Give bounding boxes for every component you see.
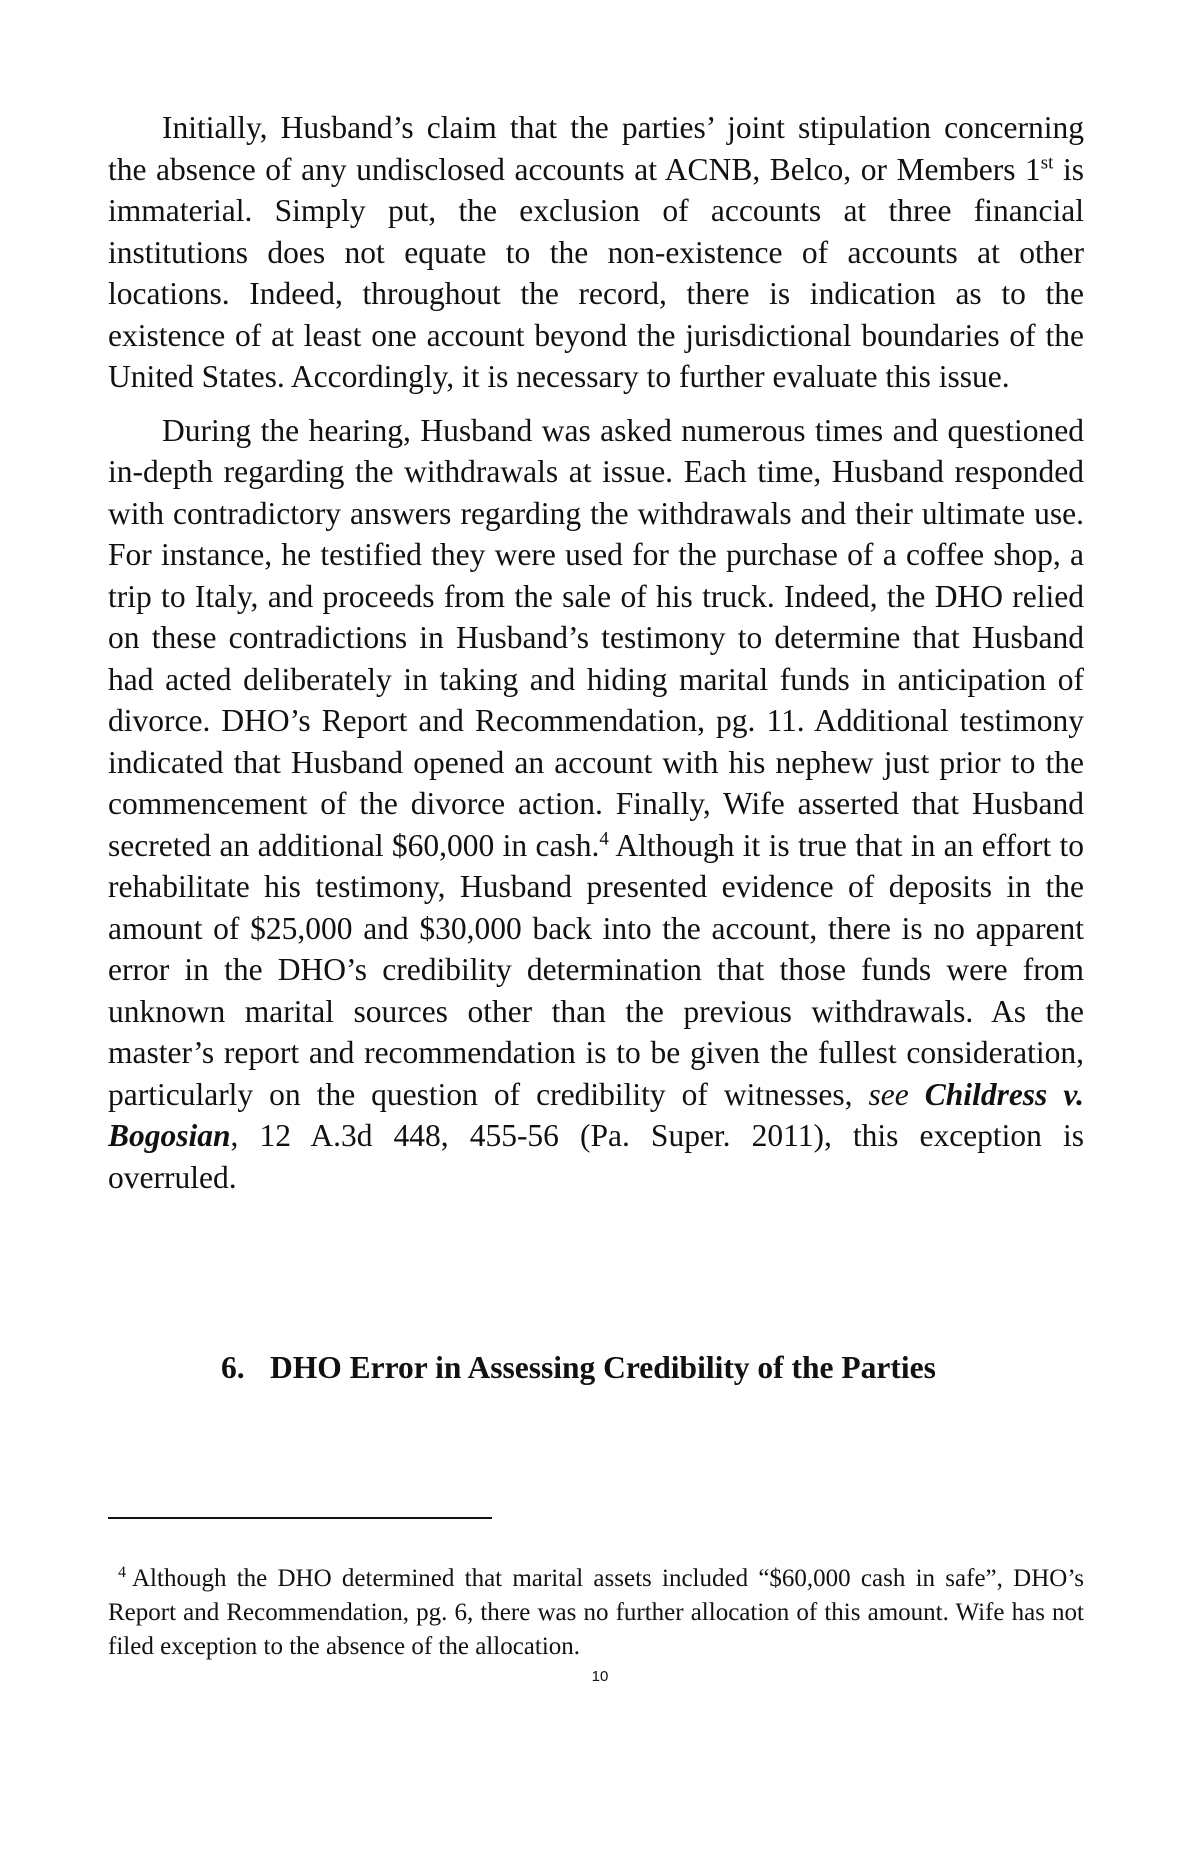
paragraph-1-text-a: Initially, Husband’s claim that the parties’ joint stipulation concerning the absence of any undisclosed accounts at ACNB, Belco, or Members 1 xyxy=(108,110,1084,187)
paragraph-2-text-c: , 12 A.3d 448, 455-56 (Pa. Super. 2011), this exception is overruled. xyxy=(108,1118,1084,1195)
footnote-reference: 4 xyxy=(599,828,609,849)
footnote-divider xyxy=(108,1517,492,1519)
section-number: 6. xyxy=(221,1350,245,1385)
citation-signal: see xyxy=(868,1076,909,1112)
case-name: Childress v. Bogosian xyxy=(108,1076,1085,1153)
paragraph-1 xyxy=(108,107,1084,398)
footnote xyxy=(108,1562,1084,1664)
body-text xyxy=(108,107,1084,1198)
paragraph-2-text-a: During the hearing, Husband was asked numerous times and questioned in-depth regarding the withdrawals at issue. Each time, Husband responded with contradictory answers regarding the withdrawals and their ultimate use. For instance, he testified they were used for the purchase of a coffee shop, a trip to Italy, and proceeds from the sale of his truck. Indeed, the DHO relied on these contradictions in Husband’s testimony to determine that Husband had acted deliberately in taking and hiding marital funds in anticipation of divorce. DHO’s Report and Recommendation, pg. 11. Additional testimony indicated that Husband opened an account with his nephew just prior to the commencement of the divorce action. Finally, Wife asserted that Husband secreted an additional $60,000 in cash. xyxy=(108,412,1084,863)
paragraph-2-text-b: Although it is true that in an effort to rehabilitate his testimony, Husband presented evidence of deposits in the amount of $25,000 and $30,000 back into the account, there is no apparent error in the DHO’s credibility determination that those funds were from unknown marital sources other than the previous withdrawals. As the master’s report and recommendation is to be given the fullest consideration, particularly on the question of credibility of witnesses, xyxy=(108,827,1084,1112)
footnote-marker: 4 xyxy=(118,1563,126,1581)
section-title: DHO Error in Assessing Credibility of the Parties xyxy=(270,1350,936,1385)
page-number: 10 xyxy=(591,1668,609,1685)
ordinal-superscript: st xyxy=(1040,152,1054,173)
footnote-text: Although the DHO determined that marital assets included “$60,000 cash in safe”, DHO’s Report and Recommendation, pg. 6, there was no further allocation of this amount. Wife has not filed exception to the absence of the allocation. xyxy=(108,1565,1084,1660)
paragraph-2 xyxy=(108,410,1084,1199)
paragraph-1-text-b: is immaterial. Simply put, the exclusion of accounts at three financial institutions does not equate to the non-existence of accounts at other locations. Indeed, throughout the record, there is indication as to the existence of at least one account beyond the jurisdictional boundaries of the United States. Accordingly, it is necessary to further evaluate this issue. xyxy=(108,151,1084,394)
section-heading xyxy=(221,1347,981,1388)
